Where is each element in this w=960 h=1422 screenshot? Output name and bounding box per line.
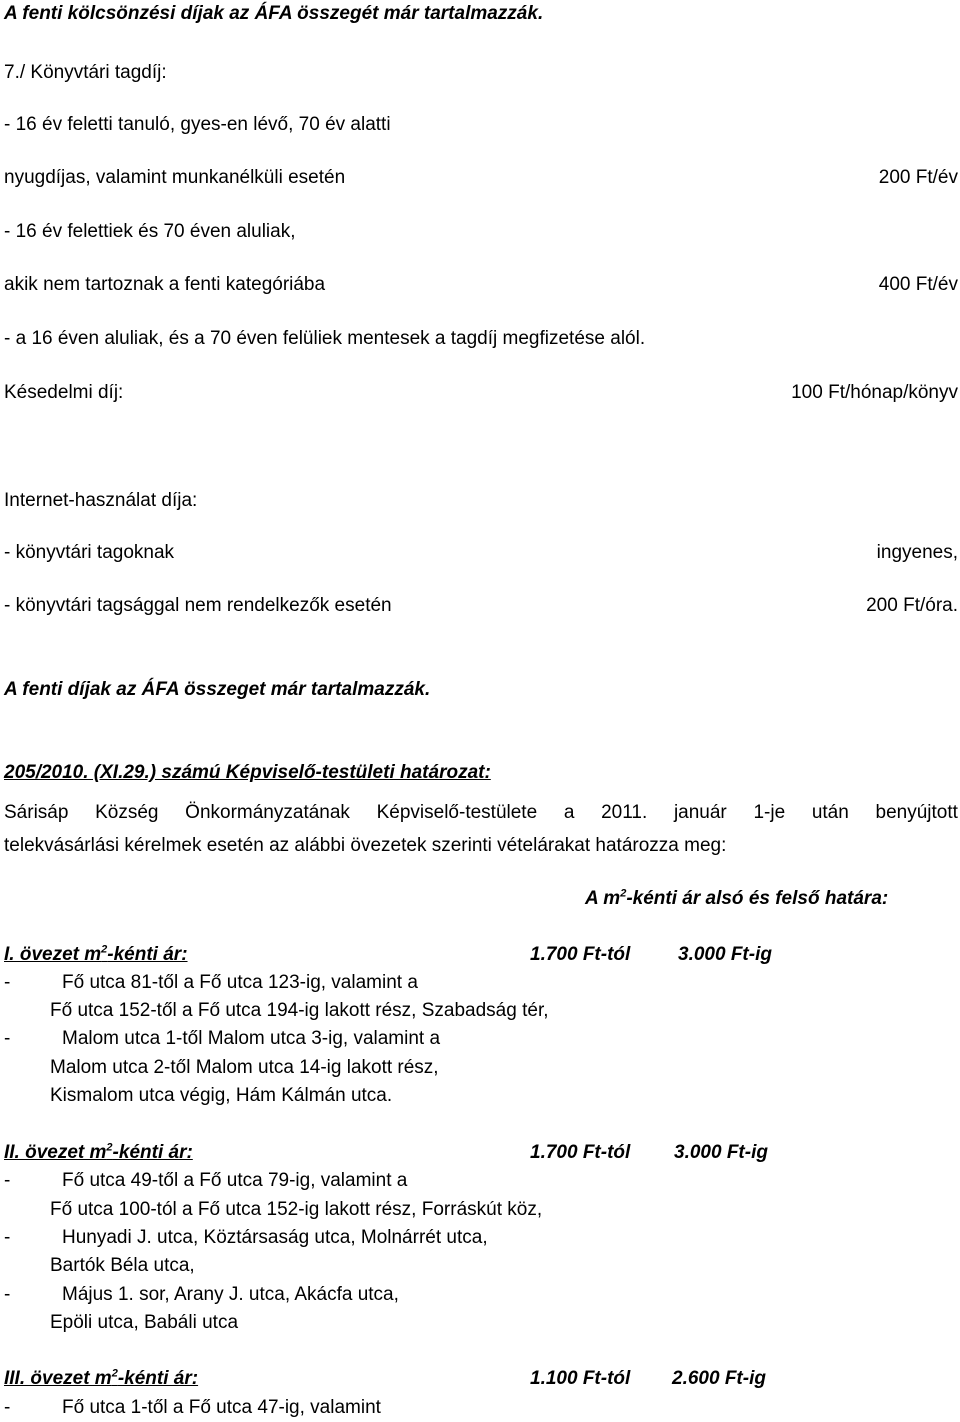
zone-1-price-to: 3.000 Ft-ig [678, 944, 772, 965]
word: Önkormányzatának [185, 802, 350, 823]
fee-vat-note: A fenti kölcsönzési díjak az ÁFA összegét már tartalmazzák. [4, 3, 544, 24]
word: benyújtott [875, 802, 958, 823]
zone-3-price-from: 1.100 Ft-tól [530, 1368, 631, 1389]
zone-2-price-from: 1.700 Ft-tól [530, 1142, 631, 1163]
membership-heading: 7./ Könyvtári tagdíj: [4, 62, 167, 83]
internet-heading: Internet-használat díja: [4, 490, 198, 511]
zone-1-price-from: 1.700 Ft-tól [530, 944, 631, 965]
zone-3-price-to: 2.600 Ft-ig [672, 1368, 766, 1389]
word: a [563, 802, 575, 823]
membership-line-1: - 16 év feletti tanuló, gyes-en lévő, 70 év alatti [4, 114, 391, 135]
membership-line-4: akik nem tartoznak a fenti kategóriába [4, 274, 326, 295]
late-fee-price: 100 Ft/hónap/könyv [791, 382, 958, 403]
resolution-body-line-1 [4, 801, 958, 825]
zone-2-label: II. övezet $m^2$-kénti ár: [4, 1141, 193, 1163]
membership-line-2: nyugdíjas, valamint munkanélküli esetén [4, 167, 346, 188]
zone-1-label: I. övezet $m^2$-kénti ár: [4, 943, 188, 965]
resolution-title: 205/2010. (XI.29.) számú Képviselő-testületi határozat: [4, 762, 491, 783]
internet-nonmembers-label: - könyvtári tagsággal nem rendelkezők esetén [4, 595, 392, 616]
zone-2-price-to: 3.000 Ft-ig [674, 1142, 768, 1163]
internet-nonmembers-price: 200 Ft/óra. [866, 595, 958, 616]
price-limits-heading: A $m^2$-kénti ár alsó és felső határa: [585, 887, 889, 909]
word: Sárisáp [4, 802, 69, 823]
word: Képviselő-testülete [376, 802, 538, 823]
resolution-body-line-2: telekvásárlási kérelmek esetén az alábbi övezetek szerinti vételárakat határozza meg: [4, 835, 727, 856]
internet-vat-note: A fenti díjak az ÁFA összeget már tartalmazzák. [4, 679, 431, 700]
word: január [673, 802, 727, 823]
zone-3-label: III. övezet $m^2$-kénti ár: [4, 1367, 199, 1389]
membership-price-1: 200 Ft/év [878, 167, 958, 188]
membership-line-3: - 16 év felettiek és 70 éven aluliak, [4, 221, 296, 242]
membership-exemption: - a 16 éven aluliak, és a 70 éven felüliek mentesek a tagdíj megfizetése alól. [4, 328, 646, 349]
word: után [811, 802, 849, 823]
word: 2011. [601, 802, 648, 823]
internet-members-price: ingyenes, [876, 542, 958, 563]
internet-members-label: - könyvtári tagoknak [4, 542, 175, 563]
word: 1-je [753, 802, 786, 823]
membership-price-2: 400 Ft/év [878, 274, 958, 295]
late-fee-label: Késedelmi díj: [4, 382, 124, 403]
word: Község [95, 802, 159, 823]
